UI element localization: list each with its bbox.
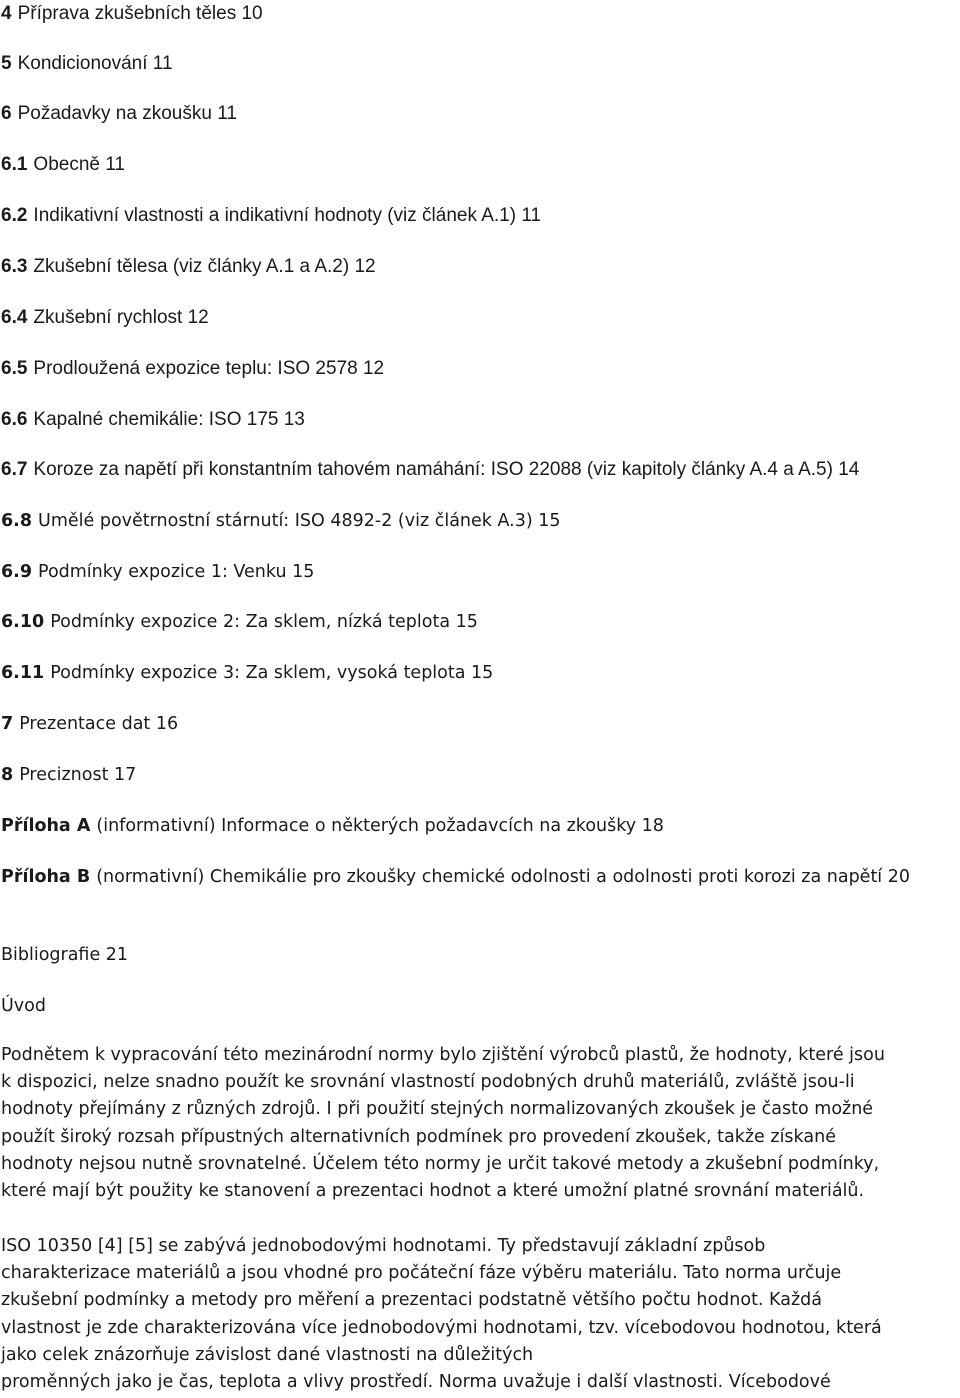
- paragraph-line: k dispozici, nelze snadno použít ke srovnání vlastností podobných druhů materiálů, zvláště jsou-li: [1, 1072, 855, 1093]
- intro-heading: [1, 994, 46, 1018]
- toc-entry[interactable]: [1, 864, 953, 890]
- toc-entry[interactable]: [1, 357, 384, 381]
- toc-title: Indikativní vlastnosti a indikativní hodnoty (viz článek A.1) 11: [33, 205, 542, 226]
- toc-title: Obecně 11: [33, 154, 125, 175]
- toc-number: 6.8: [1, 511, 33, 531]
- toc-number: 8: [1, 765, 14, 785]
- intro-paragraph-1: [1, 1042, 951, 1205]
- toc-number: 6.6: [1, 409, 28, 430]
- toc-title: (normativní) Chemikálie pro zkoušky chemické odolnosti a odolnosti proti korozi za napětí 20: [96, 867, 910, 887]
- toc-number: 5: [1, 53, 12, 74]
- toc-title: Prezentace dat 16: [19, 714, 179, 734]
- toc-number: 6.3: [1, 256, 28, 277]
- toc-entry[interactable]: [1, 255, 376, 279]
- toc-entry[interactable]: [1, 102, 237, 126]
- toc-title: Příprava zkušebních těles 10: [17, 3, 263, 24]
- toc-number: 6.10: [1, 612, 45, 632]
- toc-entry[interactable]: [1, 52, 173, 76]
- paragraph-line: Podnětem k vypracování této mezinárodní normy bylo zjištění výrobců plastů, že hodnoty, které jsou: [1, 1045, 885, 1065]
- toc-entry[interactable]: [1, 610, 478, 634]
- toc-title: Umělé povětrnostní stárnutí: ISO 4892-2 (viz článek A.3) 15: [38, 511, 561, 531]
- toc-number: 6.1: [1, 154, 28, 175]
- toc-title: Podmínky expozice 3: Za sklem, vysoká teplota 15: [50, 663, 494, 683]
- toc-entry[interactable]: [1, 814, 664, 838]
- toc-title: Kondicionování 11: [17, 53, 173, 74]
- paragraph-line: hodnoty nejsou nutně srovnatelné. Účelem této normy je určit takové metody a zkušební podmínky,: [1, 1153, 880, 1174]
- toc-title: Podmínky expozice 2: Za sklem, nízká teplota 15: [50, 612, 478, 632]
- paragraph-line: ISO 10350 [4] [5] se zabývá jednobodovými hodnotami. Ty představují základní způsob: [1, 1236, 766, 1256]
- toc-entry[interactable]: [1, 408, 305, 432]
- toc-entry[interactable]: [1, 763, 136, 787]
- toc-entry[interactable]: [1, 153, 125, 177]
- toc-number: 6.2: [1, 205, 28, 226]
- toc-number: 7: [1, 714, 14, 734]
- toc-entry[interactable]: [1, 712, 178, 736]
- toc-number: Příloha B: [1, 867, 91, 887]
- toc-title: Koroze za napětí při konstantním tahovém namáhání: ISO 22088 (viz kapitoly články A.4 a A.5) 14: [33, 459, 860, 480]
- toc-number: 6.9: [1, 562, 33, 582]
- toc-title: Prodloužená expozice teplu: ISO 2578 12: [33, 358, 385, 379]
- intro-heading-text: Úvod: [1, 996, 46, 1016]
- toc-title: Podmínky expozice 1: Venku 15: [38, 562, 315, 582]
- toc-number: 6.4: [1, 307, 28, 328]
- toc-number: 6.11: [1, 663, 45, 683]
- toc-title: Kapalné chemikálie: ISO 175 13: [33, 409, 305, 430]
- toc-entry[interactable]: [1, 509, 561, 533]
- toc-entry[interactable]: [1, 560, 314, 584]
- paragraph-line: vlastnost je zde charakterizována více jednobodovými hodnotami, tzv. vícebodovou hodnotou, která: [1, 1317, 882, 1338]
- toc-title: Zkušební tělesa (viz články A.1 a A.2) 12: [33, 256, 376, 277]
- intro-paragraph-2: [1, 1233, 951, 1396]
- paragraph-line: použít široký rozsah přípustných alternativních podmínek pro provedení zkoušek, takže získané: [1, 1126, 836, 1147]
- bibliography-title: Bibliografie 21: [1, 945, 129, 965]
- paragraph-line: charakterizace materiálů a jsou vhodné pro počáteční fáze výběru materiálu. Tato norma určuje: [1, 1263, 842, 1284]
- toc-title: (informativní) Informace o některých požadavcích na zkoušky 18: [96, 816, 664, 836]
- paragraph-line: které mají být použity ke stanovení a prezentaci hodnot a které umožní platné srovnání materiálů.: [1, 1181, 865, 1202]
- toc-entry[interactable]: [1, 306, 209, 330]
- toc-number: 4: [1, 3, 12, 24]
- paragraph-line: proměnných jako je čas, teplota a vlivy prostředí. Norma uvažuje i další vlastnosti. Vícebodové: [1, 1372, 831, 1393]
- toc-title: Zkušební rychlost 12: [33, 307, 209, 328]
- paragraph-line: hodnoty přejímány z různých zdrojů. I při použití stejných normalizovaných zkoušek je často možné: [1, 1099, 874, 1120]
- toc-entry[interactable]: [1, 2, 263, 26]
- toc-title: Požadavky na zkoušku 11: [17, 103, 237, 124]
- toc-entry[interactable]: [1, 204, 541, 228]
- toc-number: Příloha A: [1, 816, 91, 836]
- toc-number: 6: [1, 103, 12, 124]
- toc-number: 6.5: [1, 358, 28, 379]
- paragraph-line: jako celek znázorňuje závislost dané vlastnosti na důležitých: [1, 1344, 534, 1365]
- toc-entry[interactable]: [1, 458, 859, 482]
- paragraph-line: zkušební podmínky a metody pro měření a prezentaci podstatně většího počtu hodnot. Každá: [1, 1290, 822, 1311]
- toc-entry[interactable]: [1, 661, 493, 685]
- toc-number: 6.7: [1, 459, 28, 480]
- bibliography-entry[interactable]: [1, 943, 128, 967]
- toc-title: Preciznost 17: [19, 765, 137, 785]
